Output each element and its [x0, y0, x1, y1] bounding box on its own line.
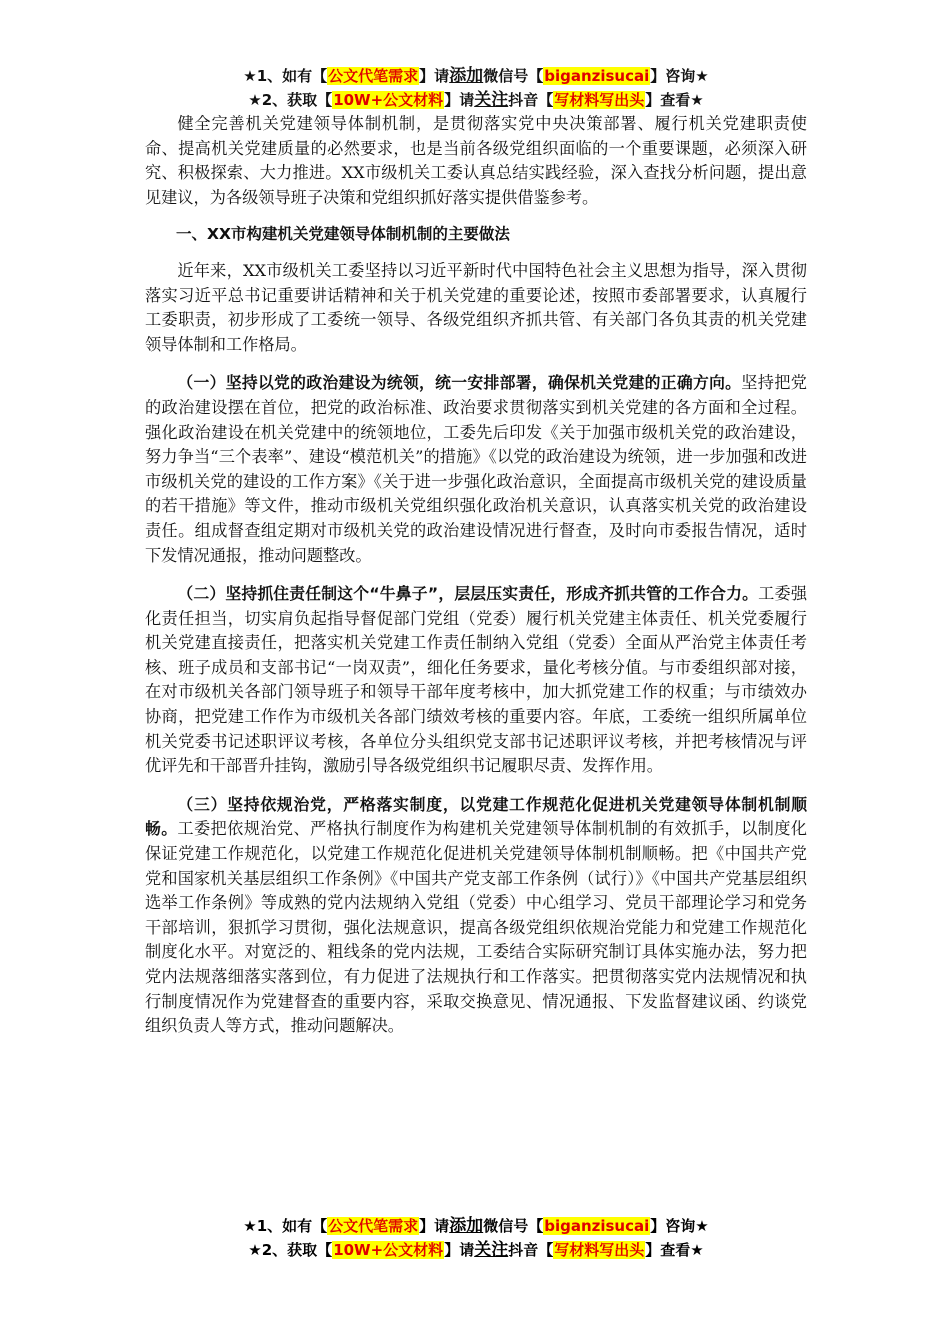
ad-line-1: ★1、如有【公文代笔需求】请添加微信号【biganzisucai】咨询★	[243, 1216, 709, 1236]
subsection-2-lead: （二）坚持抓住责任制这个“牛鼻子”，层层压实责任，形成齐抓共管的工作合力。	[177, 584, 759, 604]
ad-line-1: ★1、如有【公文代笔需求】请添加微信号【biganzisucai】咨询★	[243, 66, 709, 86]
subsection-2: （二）坚持抓住责任制这个“牛鼻子”，层层压实责任，形成齐抓共管的工作合力。工委强化责任担当，切实肩负起指导督促部门党组（党委）履行机关党建主体责任、机关党委履行机关党建直接责任，把落实机关党建工作责任制纳入党组（党委）全面从严治党主体责任考核、班子成员和支部书记“一岗双责”，细化任务要求，量化考核分值。与市委组织部对接，在对市级机关各部门领导班子和领导干部年度考核中，加大抓党建工作的权重；与市绩效办协商，把党建工作作为市级机关各部门绩效考核的重要内容。年底，工委统一组织所属单位机关党委书记述职评议考核，各单位分头组织党支部书记述职评议考核，并把考核情况与评优评先和干部晋升挂钩，激励引导各级党组织书记履职尽责、发挥作用。	[145, 584, 808, 776]
subsection-1-lead: （一）坚持以党的政治建设为统领，统一安排部署，确保机关党建的正确方向。	[177, 373, 742, 393]
subsection-1: （一）坚持以党的政治建设为统领，统一安排部署，确保机关党建的正确方向。坚持把党的政治建设摆在首位，把党的政治标准、政治要求贯彻落实到机关党建的各方面和全过程。强化政治建设在机关党建中的统领地位，工委先后印发《关于加强市级机关党的政治建设，努力争当“三个表率”、建设“模范机关”的措施》《以党的政治建设为统领，进一步加强和改进市级机关党的建设的工作方案》《关于进一步强化政治意识，全面提高市级机关党的建设质量的若干措施》等文件，推动市级机关党组织强化政治机关意识，认真落实机关党的政治建设责任。组成督查组定期对市级机关党的政治建设情况进行督查，及时向市委报告情况，适时下发情况通报，推动问题整改。	[145, 373, 807, 565]
ad-highlight: 写材料写出头	[554, 91, 645, 109]
subsection-3: （三）坚持依规治党，严格落实制度，以党建工作规范化促进机关党建领导体制机制顺畅。工委把依规治党、严格执行制度作为构建机关党建领导体制机制的有效抓手，以制度化保证党建工作规范化，以党建工作规范化促进机关党建领导体制机制顺畅。把《中国共产党党和国家机关基层组织工作条例》《中国共产党支部工作条例（试行）》《中国共产党基层组织选举工作条例》等成熟的党内法规纳入党组（党委）中心组学习、党员干部理论学习和党务干部培训，狠抓学习贯彻，强化法规意识，提高各级党组织依规治党能力和党建工作规范化制度化水平。对宽泛的、粗线条的党内法规，工委结合实际研究制订具体实施办法，努力把党内法规落细落实落到位，有力促进了法规执行和工作落实。把贯彻落实党内法规情况和执行制度情况作为党建督查的重要内容，采取交换意见、情况通报、下发监督建议函、约谈党组织负责人等方式，推动问题解决。	[145, 794, 807, 1036]
document-page	[145, 64, 807, 1039]
ad-highlight: biganzisucai	[544, 67, 650, 85]
overview-paragraph: 近年来，XX市级机关工委坚持以习近平新时代中国特色社会主义思想为指导，深入贯彻落实习近平总书记重要讲话精神和关于机关党建的重要论述，按照市委部署要求，认真履行工委职责，初步形成了工委统一领导、各级党组织齐抓共管、有关部门各负其责的机关党建领导体制和工作格局。	[145, 260, 807, 354]
ad-line-2: ★2、获取【10W+公文材料】请关注抖音【写材料写出头】查看★	[248, 90, 704, 110]
ad-highlight: 公文代笔需求	[328, 67, 419, 85]
intro-paragraph: 健全完善机关党建领导体制机制，是贯彻落实党中央决策部署、履行机关党建职责使命、提高机关党建质量的必然要求，也是当前各级党组织面临的一个重要课题，必须深入研究、积极探索、大力推进。XX市级机关工委认真总结实践经验，深入查找分析问题，提出意见建议，为各级领导班子决策和党组织抓好落实提供借鉴参考。	[145, 114, 807, 207]
header-ads	[145, 64, 807, 112]
ad-highlight: 10W+公文材料	[333, 1241, 444, 1259]
footer-ads	[145, 1214, 807, 1262]
ad-highlight: 公文代笔需求	[328, 1217, 419, 1235]
ad-highlight: 10W+公文材料	[333, 91, 444, 109]
ad-highlight: biganzisucai	[544, 1217, 650, 1235]
section-heading: 一、XX市构建机关党建领导体制机制的主要做法	[176, 225, 510, 244]
subsection-3-lead: （三）坚持依规治党，严格落实制度，以党建工作规范化促进机关党建领导体制机制顺畅。	[145, 794, 807, 839]
ad-line-2: ★2、获取【10W+公文材料】请关注抖音【写材料写出头】查看★	[248, 1240, 704, 1260]
ad-highlight: 写材料写出头	[554, 1241, 645, 1259]
